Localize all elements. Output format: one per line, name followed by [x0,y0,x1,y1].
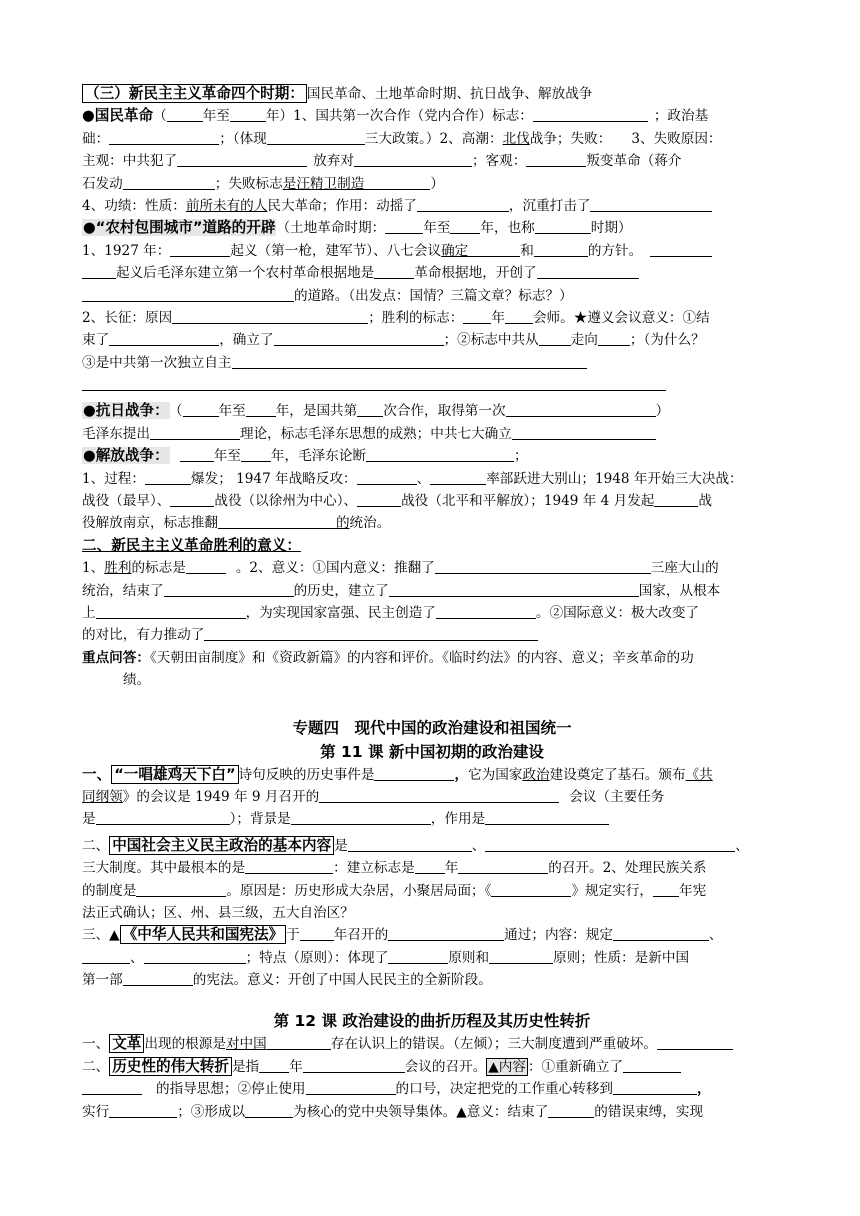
blank[interactable] [218,514,336,529]
blank[interactable] [150,425,240,440]
blank[interactable] [82,1080,142,1095]
blank[interactable] [348,837,472,852]
blank[interactable] [123,971,193,986]
victory-line-3: 上 ，为实现国家富强、民主创造了 。②国际意义：极大改变了 [82,604,700,621]
blank[interactable] [170,492,214,507]
blank[interactable] [274,331,444,346]
period-list: 国民革命、土地革命时期、抗日战争、解放战争 [306,86,593,102]
blank[interactable] [82,287,294,302]
blank[interactable] [598,331,630,346]
village-line-7 [82,374,782,396]
blank[interactable] [590,197,712,212]
blank[interactable] [167,107,203,122]
blank[interactable] [172,309,368,324]
antijap-line-1: 毛泽东提出 理论，标志毛泽东思想的成熟；中共七大确立 [82,423,782,445]
liberation-title: ●解放战争： [83,447,169,465]
great-turn-box: 历史性的伟大转折 [109,1057,232,1076]
liberation-title-line: ●解放战争： 年至 年，毛泽东论断 ； [83,447,528,465]
worksheet-page [82,83,782,1123]
blank[interactable] [357,470,417,485]
liberation-line-3: 役解放南京，标志推翻 的统治。 [82,515,391,532]
blank[interactable] [512,425,656,440]
lesson-12-title: 第 12 课 政治建设的曲折历程及其历史性转折 [273,1012,591,1031]
blank[interactable] [388,926,504,941]
village-line-1: 1、1927 年： 起义（第一枪，建军节）、八七会议确定 和 的方针。 [82,240,782,262]
lesson-11-title: 第 11 课 新中国初期的政治建设 [320,742,544,761]
blank[interactable] [485,837,735,852]
antijap-title: ●抗日战争： [83,402,169,420]
blank[interactable] [526,152,586,167]
blank[interactable] [435,559,651,574]
victory-heading-line [82,535,782,557]
blank[interactable] [232,354,587,369]
blank[interactable] [109,331,219,346]
victory-line-1: 1、胜利的标志是 。2、意义：①国内意义：推翻了 三座大山的 [82,560,719,577]
victory-line-4: 的对比，有力推动了 [82,624,782,646]
blank[interactable] [613,926,709,941]
blank[interactable] [535,219,591,234]
blank[interactable] [136,882,226,897]
guomin-line-4: 石发动 ；失败标志是汪精卫制造 ） [82,175,444,192]
l11-line-7: 法正式确认；区、州、县三级，五大自治区？ [82,904,354,921]
village-line-3: 的道路。（出发点：国情？三篇文章？标志？） [82,285,782,307]
l11-line-6: 的制度是 。原因是：历史形成大杂居，小聚居局面；《 》规定实行， 年宪 [82,882,707,899]
blank[interactable] [96,604,246,619]
blank[interactable] [650,242,712,257]
blank[interactable] [357,402,383,417]
blank[interactable] [177,152,307,167]
blank[interactable] [241,447,271,462]
blank[interactable] [180,447,214,462]
blank[interactable] [388,949,448,964]
victory-line-2: 统治，结束了 的历史，建立了 国家，从根本 [82,582,721,599]
blank[interactable] [366,447,514,462]
blank[interactable] [430,470,486,485]
victory-heading: 二、新民主主义革命胜利的意义： [82,536,301,554]
village-line-2: 起义后毛泽东建立第一个农村革命根据地是 革命根据地，开创了 [82,262,782,284]
village-title: ●“农村包围城市”道路的开辟 [83,219,276,237]
blank[interactable] [164,582,294,597]
blank[interactable] [436,604,536,619]
key-questions-line-2: 绩。 [123,672,151,689]
l11-line-9: 、 ；特点（原则）：体现了 原则和 原则；性质：是新中国 [82,947,782,969]
blank[interactable] [539,331,571,346]
poem-box: “一唱雄鸡天下白” [111,765,238,784]
l12-line-3: 的指导思想；②停止使用 的口号，决定把党的工作重心转移到 ， [82,1078,782,1100]
blank[interactable] [491,882,571,897]
blank[interactable] [468,242,520,257]
blank[interactable] [204,626,538,641]
village-title-line: ●“农村包围城市”道路的开辟（土地革命时期： 年至 年，也称 时期） [83,219,632,237]
blank[interactable] [82,376,666,391]
village-line-6: ③是中共第一次独立自主 [82,352,782,374]
liberation-line-2: 战役（最早）、 战役（以徐州为中心）、 战役（北平和平解放）；1949 年 4 月发起 战 [82,493,712,510]
blank[interactable] [374,766,454,781]
blank[interactable] [537,264,639,279]
l11-line-1: 一、 “一唱雄鸡天下白” 诗句反映的历史事件是 ，它为国家政治建设奠定了基石。颁布《共 [82,765,713,783]
blank[interactable] [505,309,533,324]
guomin-title: ●国民革命 [82,107,154,125]
blank[interactable] [506,402,656,417]
l12-line-4: 实行 ；③形成以 为核心的党中央领导集体。▲意义：结束了 的错误束缚，实现 [82,1103,704,1120]
blank[interactable] [291,810,431,825]
l11-line-4: 二、 中国社会主义民主政治的基本内容 是 、 、 [82,836,749,854]
l11-line-5: 三大制度。其中最根本的是 ：建立标志是 年 的召开。2、处理民族关系 [82,860,707,877]
blank[interactable] [463,309,491,324]
blank[interactable] [653,882,679,897]
blank[interactable] [374,264,414,279]
democracy-box: 中国社会主义民主政治的基本内容 [109,836,334,855]
blank[interactable] [109,130,219,145]
blank[interactable] [533,107,648,122]
guomin-line-5: 4、功绩：性质：前所未有的人民大革命；作用：动摇了 ，沉重打击了 [82,195,782,217]
blank[interactable] [485,810,609,825]
key-questions-label: 重点问答： [82,649,150,666]
l11-line-8: 三、▲ 《中华人民共和国宪法》 于 年召开的 通过；内容：规定 、 [82,926,723,944]
blank[interactable] [300,926,334,941]
blank[interactable] [613,1080,697,1095]
antijap-title-line: ●抗日战争： （ 年至 年，是国共第 次合作，取得第一次 ） [83,402,670,420]
blank[interactable] [145,470,191,485]
blank[interactable] [306,1080,396,1095]
blank[interactable] [303,1058,405,1073]
blank[interactable] [389,582,639,597]
period-heading: （三）新民主主义革命四个时期： [82,84,307,103]
blank[interactable] [259,1058,289,1073]
blank[interactable] [186,559,226,574]
guomin-line-2: 础： ；（体现 三大政策。）2、高潮：北伐战争；失败： 3、失败原因： [82,130,722,147]
blank[interactable] [170,242,230,257]
blank[interactable] [96,810,230,825]
constitution-box: 《中华人民共和国宪法》 [120,925,287,944]
blank[interactable] [109,1103,177,1118]
l12-line-2: 二、 历史性的伟大转折 是指 年 会议的召开。 ▲内容 ：①重新确立了 [82,1056,782,1078]
l11-line-10: 第一部 的宪法。意义：开创了中国人民民主的全新阶段。 [82,972,492,989]
l12-line-1: 一、 文革 出现的根源是对中国 存在认识上的错误。（左倾）；三大制度遭到严重破坏。 [82,1033,782,1055]
liberation-line-1: 1、过程： 爆发； 1947 年战略反攻： 、 率部跃进大别山；1948 年开始三大决战： [82,470,743,487]
blank[interactable] [123,175,215,190]
key-questions-line-1: 重点问答：《天朝田亩制度》和《资政新篇》的内容和评价。《临时约法》的内容、意义；辛亥革命的功 [82,649,694,666]
guomin-line-3: 主观：中共犯了 放弃对 ；客观： 叛变革命（蒋介 [82,153,682,170]
blank[interactable] [450,219,480,234]
blank[interactable] [458,859,548,874]
blank[interactable] [319,788,559,803]
guomin-line-1: ●国民革命（ 年至 年）1、国共第一次合作（党内合作）标志： ；政治基 [82,107,709,125]
blank[interactable] [245,1103,293,1118]
topic-title: 专题四 现代中国的政治建设和祖国统一 [292,718,572,737]
l11-line-2: 同纲领》的会议是 1949 年 9 月召开的 会议（主要任务 [82,788,665,805]
village-line-5: 束了 ，确立了 ；②标志中共从 走向 ；（为什么？ [82,332,705,349]
blank[interactable] [415,859,445,874]
period-heading-line [82,83,782,105]
blank[interactable] [357,492,401,507]
blank[interactable] [534,242,588,257]
blank[interactable] [654,492,698,507]
blank[interactable] [354,152,472,167]
blank[interactable] [183,402,219,417]
blank[interactable] [548,1103,594,1118]
blank[interactable] [364,175,430,190]
blank[interactable] [623,1058,681,1073]
blank[interactable] [657,1035,733,1050]
blank[interactable] [245,859,333,874]
blank[interactable] [230,107,266,122]
blank[interactable] [267,130,365,145]
blank[interactable] [246,402,276,417]
blank[interactable] [385,219,423,234]
blank[interactable] [417,197,509,212]
cultural-revolution-box: 文革 [109,1034,144,1053]
blank[interactable] [82,949,130,964]
blank[interactable] [82,264,116,279]
blank[interactable] [489,949,553,964]
blank[interactable] [144,949,246,964]
blank[interactable] [267,1035,331,1050]
l11-line-3: 是 ）；背景是 ，作用是 [82,808,782,830]
village-line-4: 2、长征：原因 ；胜利的标志： 年 会师。★遵义会议意义：①结 [82,309,710,326]
